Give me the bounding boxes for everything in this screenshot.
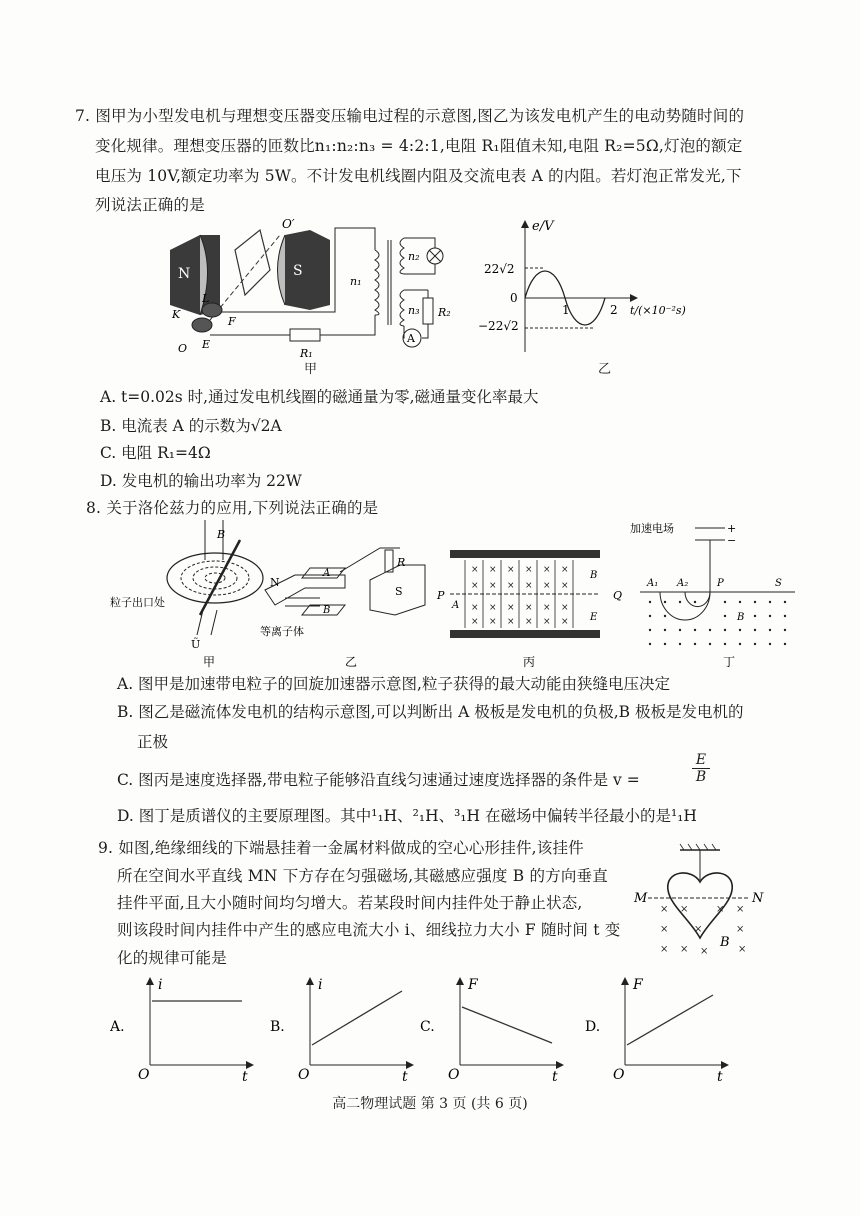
- q8-option-b-line1: B. 图乙是磁流体发电机的结构示意图,可以判断出 A 极板是发电机的负极,B 极板是发电机的: [117, 703, 744, 721]
- svg-text:×: ×: [507, 581, 515, 591]
- label-b-selector: B: [590, 570, 598, 581]
- x-axis-label: t: [552, 1069, 558, 1085]
- label-n: N: [178, 266, 191, 282]
- graph-line: [312, 991, 402, 1045]
- option-graph-letter: B.: [270, 1019, 285, 1035]
- label-n3: n₃: [408, 304, 420, 317]
- axis-label-t: t/(×10⁻²s): [630, 304, 686, 317]
- q7-stem-line2: 变化规律。理想变压器的匝数比n₁:n₂:n₃ = 4:2:1,电阻 R₁阻值未知,电阻 R₂=5Ω,灯泡的额定: [95, 137, 743, 155]
- q7-option-d: D. 发电机的输出功率为 22W: [100, 472, 302, 490]
- option-graph-3: [585, 977, 729, 1085]
- q8-option-a: A. 图甲是加速带电粒子的回旋加速器示意图,粒子获得的最大动能由狭缝电压决定: [117, 675, 670, 693]
- label-a1: A₁: [647, 578, 659, 589]
- q9-stem-line4: 则该段时间内挂件中产生的感应电流大小 i、细线拉力大小 F 随时间 t 变: [117, 921, 621, 939]
- svg-text:×: ×: [660, 944, 669, 955]
- option-graph-1: [270, 977, 414, 1085]
- tick-1: 1: [562, 303, 570, 317]
- option-graph-letter: D.: [585, 1019, 601, 1035]
- origin-zero: 0: [510, 291, 518, 305]
- origin-label: O: [138, 1067, 150, 1083]
- origin-label: O: [448, 1067, 460, 1083]
- svg-text:×: ×: [543, 565, 551, 575]
- x-axis-arrow: [556, 1061, 564, 1069]
- q9-option-graphs: [110, 975, 750, 1085]
- x-axis-label: t: [717, 1069, 723, 1085]
- page-footer: 高二物理试题 第 3 页 (共 6 页): [332, 1096, 528, 1112]
- label-e-selector: E: [590, 612, 598, 623]
- label-s: S: [293, 263, 303, 279]
- label-n-line: N: [752, 891, 764, 906]
- option-graph-letter: A.: [110, 1019, 125, 1035]
- label-f: F: [228, 315, 236, 328]
- cyclotron-figure: [110, 520, 263, 651]
- origin-label: O: [298, 1067, 310, 1083]
- svg-text:×: ×: [543, 603, 551, 613]
- q9-stem-line1: 9. 如图,绝缘细线的下端悬挂着一金属材料做成的空心心形挂件,该挂件: [98, 839, 584, 857]
- q9-b-crosses: [660, 904, 746, 957]
- x-axis-label: t: [242, 1069, 248, 1085]
- q7-figure-emf-graph: [470, 212, 700, 362]
- svg-text:×: ×: [525, 617, 533, 627]
- x-axis-arrow: [721, 1061, 729, 1069]
- label-n-mhd: N: [270, 576, 280, 589]
- b-field-crosses: [471, 565, 569, 627]
- q7-fig1-caption: 甲: [304, 362, 318, 377]
- axis-label-e: e/V: [532, 219, 554, 234]
- svg-text:×: ×: [738, 944, 747, 955]
- b-field-dots: [649, 601, 786, 645]
- label-minus: −: [727, 534, 737, 547]
- svg-text:×: ×: [561, 565, 569, 575]
- svg-text:×: ×: [525, 565, 533, 575]
- label-e: E: [202, 338, 211, 351]
- q7-fig2-caption: 乙: [598, 362, 612, 377]
- svg-text:×: ×: [561, 581, 569, 591]
- y-axis-arrow: [146, 977, 154, 985]
- x-axis-arrow: [246, 1061, 254, 1069]
- s-pole-magnet: [285, 230, 330, 310]
- velocity-selector-figure: [436, 550, 622, 638]
- y-axis-label: i: [318, 977, 323, 993]
- label-s-spectro: S: [775, 578, 782, 589]
- graph-line: [462, 1007, 552, 1043]
- q8-stem: 8. 关于洛伦兹力的应用,下列说法正确的是: [86, 499, 379, 517]
- y-axis-label: F: [468, 977, 478, 993]
- svg-text:×: ×: [507, 603, 515, 613]
- label-r1: R₁: [300, 347, 313, 360]
- svg-text:×: ×: [543, 617, 551, 627]
- label-accel-field: 加速电场: [630, 522, 674, 535]
- svg-text:×: ×: [471, 617, 479, 627]
- tick-pos-peak: 22√2: [484, 262, 515, 276]
- label-particle-exit: 粒子出口处: [110, 596, 165, 609]
- label-q-selector: Q: [613, 589, 623, 602]
- y-axis-arrow: [621, 977, 629, 985]
- label-plasma: 等离子体: [260, 625, 304, 638]
- svg-text:×: ×: [561, 603, 569, 613]
- label-a2: A₂: [677, 578, 689, 589]
- svg-text:×: ×: [680, 944, 689, 955]
- label-b-spectro: B: [737, 612, 745, 623]
- q7-option-c: C. 电阻 R₁=4Ω: [100, 444, 211, 462]
- label-r2: R₂: [438, 306, 451, 319]
- label-b-plate: B: [323, 605, 331, 616]
- option-graph-letter: C.: [420, 1019, 435, 1035]
- svg-text:×: ×: [700, 946, 709, 957]
- label-o-prime: O′: [282, 217, 295, 231]
- label-r-mhd: R: [397, 556, 406, 569]
- origin-label: O: [613, 1067, 625, 1083]
- svg-text:×: ×: [507, 617, 515, 627]
- q8-figures: [105, 520, 795, 670]
- fraction-denominator: B: [695, 769, 707, 785]
- svg-text:×: ×: [736, 924, 745, 935]
- svg-text:×: ×: [489, 617, 497, 627]
- q9-stem-line3: 挂件平面,且大小随时间均匀增大。若某段时间内挂件处于静止状态,: [117, 894, 583, 912]
- y-axis-label: i: [158, 977, 163, 993]
- q7-stem-line4: 列说法正确的是: [95, 196, 205, 214]
- y-axis-arrow: [456, 977, 464, 985]
- svg-text:×: ×: [694, 924, 703, 935]
- svg-text:×: ×: [489, 603, 497, 613]
- label-plus: +: [727, 522, 737, 535]
- svg-text:×: ×: [543, 581, 551, 591]
- x-axis-arrow: [406, 1061, 414, 1069]
- label-b-cyclotron: B: [217, 528, 226, 541]
- q8-caption-yi: 乙: [345, 655, 358, 669]
- q8-caption-bing: 丙: [523, 655, 536, 669]
- label-s-mhd: S: [395, 585, 403, 598]
- option-graph-2: [420, 977, 564, 1085]
- tick-2: 2: [610, 303, 618, 317]
- label-n2: n₂: [408, 250, 420, 263]
- label-a-plate: A: [323, 568, 331, 579]
- label-u: Ũ: [191, 638, 201, 651]
- q8-caption-jia: 甲: [203, 655, 216, 669]
- label-a-selector: A: [452, 600, 460, 611]
- label-b-field: B: [720, 935, 730, 950]
- option-graph-0: [110, 977, 254, 1085]
- q9-stem-line5: 化的规律可能是: [117, 949, 227, 967]
- svg-text:×: ×: [525, 603, 533, 613]
- y-axis-label: F: [633, 977, 643, 993]
- svg-text:×: ×: [471, 581, 479, 591]
- q8-caption-ding: 丁: [723, 655, 736, 669]
- label-n1: n₁: [350, 275, 362, 288]
- label-p-selector: P: [437, 589, 445, 602]
- svg-text:×: ×: [489, 565, 497, 575]
- label-k: K: [172, 308, 181, 321]
- mhd-generator-figure: [260, 548, 425, 638]
- svg-text:×: ×: [561, 617, 569, 627]
- tick-neg-peak: −22√2: [478, 319, 519, 333]
- fraction-numerator: E: [692, 752, 710, 769]
- q9-heart-figure: [630, 840, 770, 965]
- x-axis-label: t: [402, 1069, 408, 1085]
- svg-text:×: ×: [680, 904, 689, 915]
- svg-text:×: ×: [471, 603, 479, 613]
- svg-text:×: ×: [489, 581, 497, 591]
- label-p-spectro: P: [717, 578, 724, 589]
- q7-figure-generator: [160, 210, 460, 370]
- q8-fraction: [692, 752, 710, 785]
- graph-line: [627, 995, 713, 1045]
- q7-option-b: B. 电流表 A 的示数为√2A: [100, 417, 282, 435]
- svg-text:×: ×: [507, 565, 515, 575]
- q7-stem-line1: 7. 图甲为小型发电机与理想变压器变压输电过程的示意图,图乙为该发电机产生的电动势随时间的: [75, 107, 745, 125]
- q7-option-a: A. t=0.02s 时,通过发电机线圈的磁通量为零,磁通量变化率最大: [100, 388, 539, 406]
- q9-stem-line2: 所在空间水平直线 MN 下方存在匀强磁场,其磁感应强度 B 的方向垂直: [117, 867, 608, 885]
- svg-text:×: ×: [716, 904, 725, 915]
- label-o: O: [178, 342, 188, 355]
- q8-option-c: C. 图丙是速度选择器,带电粒子能够沿直线匀速通过速度选择器的条件是 v =: [117, 771, 640, 789]
- y-axis-arrow: [306, 977, 314, 985]
- label-m: M: [634, 891, 648, 906]
- svg-text:×: ×: [736, 904, 745, 915]
- q8-option-d: D. 图丁是质谱仪的主要原理图。其中¹₁H、²₁H、³₁H 在磁场中偏转半径最小的是¹₁H: [117, 807, 697, 825]
- svg-text:×: ×: [660, 904, 669, 915]
- label-ammeter: A: [407, 332, 415, 345]
- svg-text:×: ×: [660, 924, 669, 935]
- mass-spectrometer-figure: [630, 521, 795, 645]
- label-l: L: [202, 292, 210, 305]
- q8-option-b-line2: 正极: [137, 733, 169, 751]
- svg-text:×: ×: [525, 581, 533, 591]
- svg-text:×: ×: [471, 565, 479, 575]
- q7-stem-line3: 电压为 10V,额定功率为 5W。不计发电机线圈内阻及交流电表 A 的内阻。若灯泡正常发光,下: [95, 167, 742, 185]
